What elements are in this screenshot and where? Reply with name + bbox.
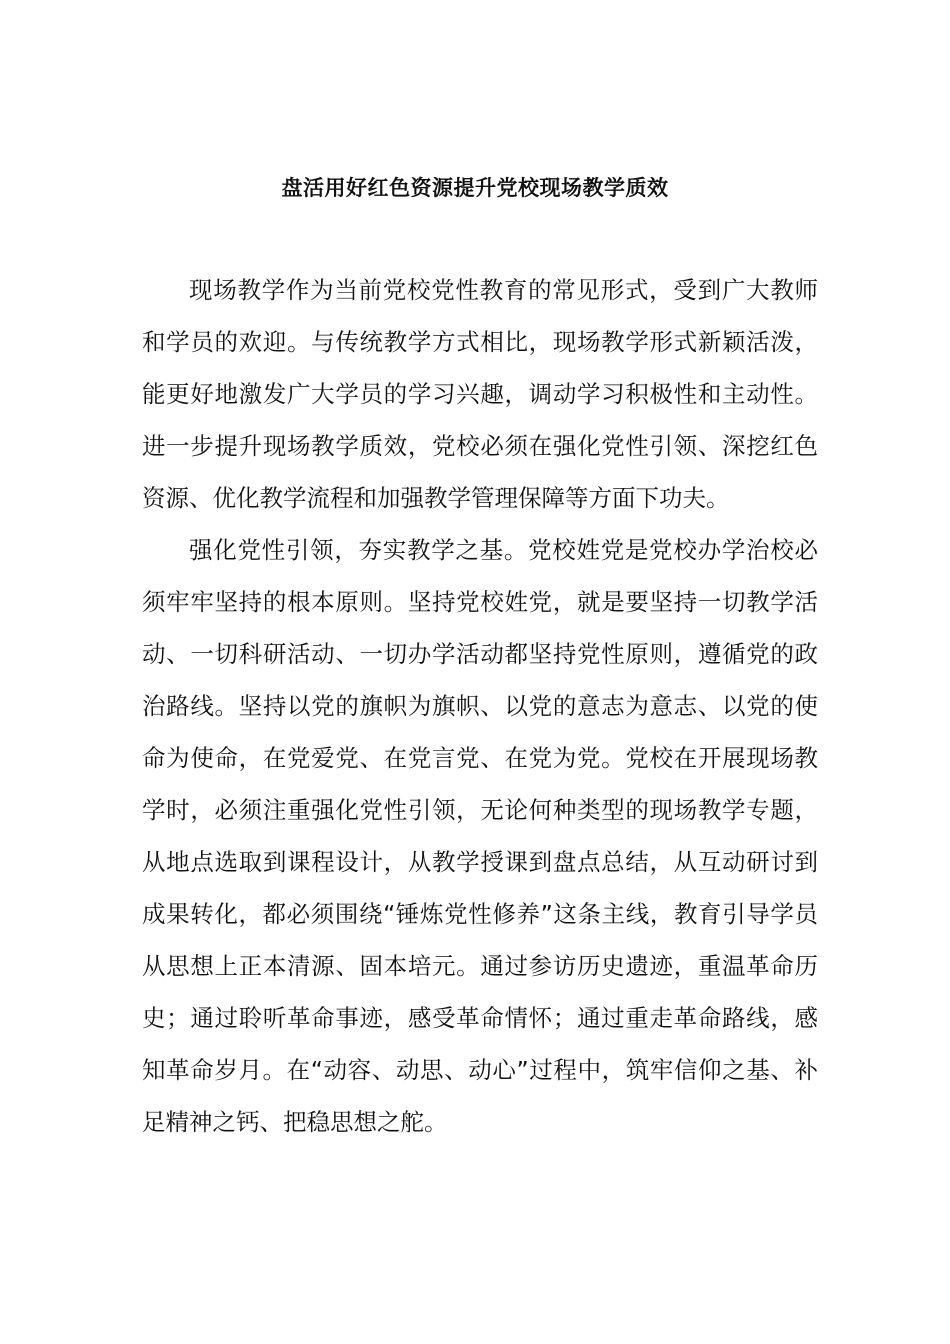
paragraph-party-guidance: 强化党性引领，夯实教学之基。党校姓党是党校办学治校必须牢牢坚持的根本原则。坚持党校姓党，就是要坚持一切教学活动、一切科研活动、一切办学活动都坚持党性原则，遵循党的政治路线。坚持以党的旗帜为旗帜、以党的意志为意志、以党的使命为使命，在党爱党、在党言党、在党为党。党校在开展现场教学时，必须注重强化党性引领，无论何种类型的现场教学专题，从地点选取到课程设计，从教学授课到盘点总结，从互动研讨到成果转化，都必须围绕“锤炼党性修养”这条主线，教育引导学员从思想上正本清源、固本培元。通过参访历史遗迹，重温革命历史；通过聆听革命事迹，感受革命情怀；通过重走革命路线，感知革命岁月。在“动容、动思、动心”过程中，筑牢信仰之基、补足精神之钙、把稳思想之舵。 [142, 536, 818, 1136]
document-title: 盘活用好红色资源提升党校现场教学质效 [281, 176, 669, 200]
paragraph-intro: 现场教学作为当前党校党性教育的常见形式，受到广大教师和学员的欢迎。与传统教学方式相比，现场教学形式新颖活泼，能更好地激发广大学员的学习兴趣，调动学习积极性和主动性。进一步提升现场教学质效，党校必须在强化党性引领、深挖红色资源、优化教学流程和加强教学管理保障等方面下功夫。 [142, 276, 818, 512]
document-body [142, 264, 818, 1148]
